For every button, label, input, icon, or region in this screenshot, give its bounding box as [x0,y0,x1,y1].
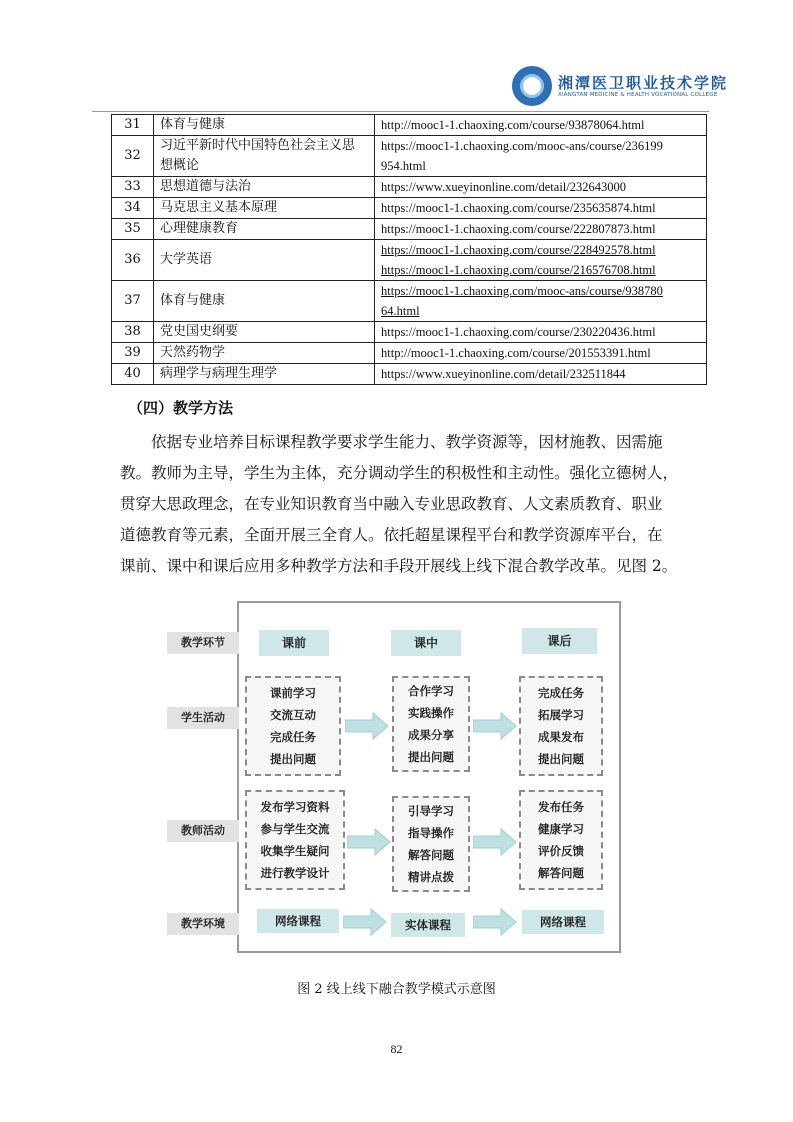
list-item: 成果分享 [408,728,454,742]
course-link[interactable]: 64.html [381,304,420,318]
course-name-line: 马克思主义基本原理 [160,200,278,215]
table-row [112,240,707,281]
stage-after-class: 课后 [522,628,597,654]
table-row [112,281,707,322]
list-item: 收集学生疑问 [260,844,330,858]
course-number: 31 [112,115,154,136]
course-url[interactable] [375,281,707,322]
course-number: 39 [112,343,154,364]
list-item: 实践操作 [408,706,454,720]
course-number: 34 [112,198,154,219]
list-item: 解答问题 [538,866,584,880]
list-item: 发布学习资料 [260,800,330,814]
list-item: 发布任务 [538,800,584,814]
course-name-line: 习近平新时代中国特色社会主义思 [160,138,356,153]
course-link[interactable]: https://mooc1-1.chaoxing.com/course/230220436.html [381,325,656,339]
env-physical-course: 实体课程 [391,913,465,937]
course-url[interactable] [375,136,707,177]
course-number: 36 [112,240,154,281]
table-row [112,219,707,240]
course-url[interactable] [375,322,707,343]
course-number: 33 [112,177,154,198]
teacher-in-box [392,796,470,892]
college-emblem-icon [512,66,552,106]
table-row [112,364,707,385]
list-item: 拓展学习 [538,708,584,722]
course-name-line: 体育与健康 [160,117,226,132]
list-item: 课前学习 [270,686,316,700]
list-item: 完成任务 [270,730,316,744]
course-url[interactable] [375,343,707,364]
course-name-line: 想概论 [160,158,200,173]
list-item: 解答问题 [408,848,454,862]
arrow-right-icon [347,828,391,856]
arrow-right-icon [473,828,517,856]
header-divider [92,111,709,112]
list-item: 提出问题 [408,750,454,764]
arrow-right-icon [345,712,389,740]
list-item: 指导操作 [408,826,454,840]
row-label-environment: 教学环境 [167,913,239,935]
teaching-mode-diagram [181,601,621,953]
table-row [112,198,707,219]
table-row [112,115,707,136]
env-online-course-after: 网络课程 [522,910,604,934]
course-name [154,322,375,343]
course-name-line: 病理学与病理生理学 [160,366,278,381]
student-before-box [245,676,341,776]
course-url[interactable] [375,115,707,136]
course-link[interactable]: 954.html [381,159,426,173]
row-label-student: 学生活动 [167,707,239,729]
list-item: 评价反馈 [538,844,584,858]
course-url[interactable] [375,177,707,198]
list-item: 精讲点拨 [408,870,454,884]
arrow-right-icon [343,908,387,936]
stage-in-class: 课中 [391,630,461,656]
course-name [154,198,375,219]
list-item: 提出问题 [538,752,584,766]
list-item: 合作学习 [408,684,454,698]
college-logo [512,66,737,110]
college-name: 湘潭医卫职业技术学院 [558,74,729,92]
course-number: 40 [112,364,154,385]
list-item: 成果发布 [538,730,584,744]
list-item: 完成任务 [538,686,584,700]
teacher-before-box [245,790,345,890]
course-name [154,240,375,281]
arrow-right-icon [473,712,517,740]
row-label-stage: 教学环节 [167,632,239,654]
course-link[interactable]: https://mooc1-1.chaoxing.com/mooc-ans/course/938780 [381,284,663,298]
figure-caption: 图 2 线上线下融合教学模式示意图 [297,982,496,997]
table-row [112,322,707,343]
course-number: 37 [112,281,154,322]
student-after-box [519,676,603,776]
page-number: 82 [390,1042,403,1056]
college-name-en: XIANGTAN MEDICINE & HEALTH VOCATIONAL COLLEGE [558,92,718,98]
course-name-line: 天然药物学 [160,345,226,360]
course-table [111,114,707,385]
section-title: （四）教学方法 [128,399,234,417]
course-link[interactable]: https://www.xueyinonline.com/detail/232511844 [381,367,626,381]
student-in-box [392,676,470,772]
course-link[interactable]: http://mooc1-1.chaoxing.com/course/93878064.html [381,118,645,132]
paragraph-line: 依据专业培养目标课程教学要求学生能力、教学资源等，因材施教、因需施 [120,433,663,451]
env-online-course-before: 网络课程 [257,909,339,933]
paragraph-line: 贯穿大思政理念，在专业知识教育当中融入专业思政教育、人文素质教育、职业 [120,495,663,513]
course-name [154,136,375,177]
course-name [154,177,375,198]
course-number: 32 [112,136,154,177]
course-name [154,219,375,240]
arrow-right-icon [473,908,517,936]
course-link[interactable]: https://mooc1-1.chaoxing.com/mooc-ans/course/236199 [381,139,663,153]
course-name-line: 心理健康教育 [160,221,239,236]
list-item: 交流互动 [270,708,316,722]
course-name-line: 体育与健康 [160,293,226,308]
course-link[interactable]: https://mooc1-1.chaoxing.com/course/235635874.html [381,201,656,215]
list-item: 引导学习 [408,804,454,818]
course-name-line: 大学英语 [160,252,213,267]
course-link[interactable]: https://www.xueyinonline.com/detail/232643000 [381,180,626,194]
course-name-line: 思想道德与法治 [160,179,252,194]
table-row [112,177,707,198]
course-name [154,281,375,322]
list-item: 健康学习 [538,822,584,836]
list-item: 参与学生交流 [260,822,330,836]
course-number: 38 [112,322,154,343]
row-label-teacher: 教师活动 [167,820,239,842]
course-number: 35 [112,219,154,240]
teacher-after-box [519,790,603,890]
table-row [112,343,707,364]
course-link[interactable]: https://mooc1-1.chaoxing.com/course/222807873.html [381,222,656,236]
course-link[interactable]: https://mooc1-1.chaoxing.com/course/216576708.html [381,263,656,277]
stage-before-class: 课前 [259,630,329,656]
paragraph-line: 道德教育等元素，全面开展三全育人。依托超星课程平台和教学资源库平台，在 [120,526,663,544]
table-row [112,136,707,177]
course-link[interactable]: https://mooc1-1.chaoxing.com/course/228492578.html [381,243,656,257]
course-url[interactable] [375,198,707,219]
course-name [154,364,375,385]
course-link[interactable]: http://mooc1-1.chaoxing.com/course/201553391.html [381,346,651,360]
course-url[interactable] [375,364,707,385]
course-url[interactable] [375,219,707,240]
course-name-line: 党史国史纲要 [160,324,239,339]
course-name [154,343,375,364]
paragraph-line: 课前、课中和课后应用多种教学方法和手段开展线上线下混合教学改革。见图 2。 [120,557,678,575]
course-name [154,115,375,136]
course-url[interactable] [375,240,707,281]
paragraph-line: 教。教师为主导，学生为主体，充分调动学生的积极性和主动性。强化立德树人， [120,464,679,482]
section-paragraph [120,427,680,582]
list-item: 进行教学设计 [260,866,330,880]
list-item: 提出问题 [270,752,316,766]
